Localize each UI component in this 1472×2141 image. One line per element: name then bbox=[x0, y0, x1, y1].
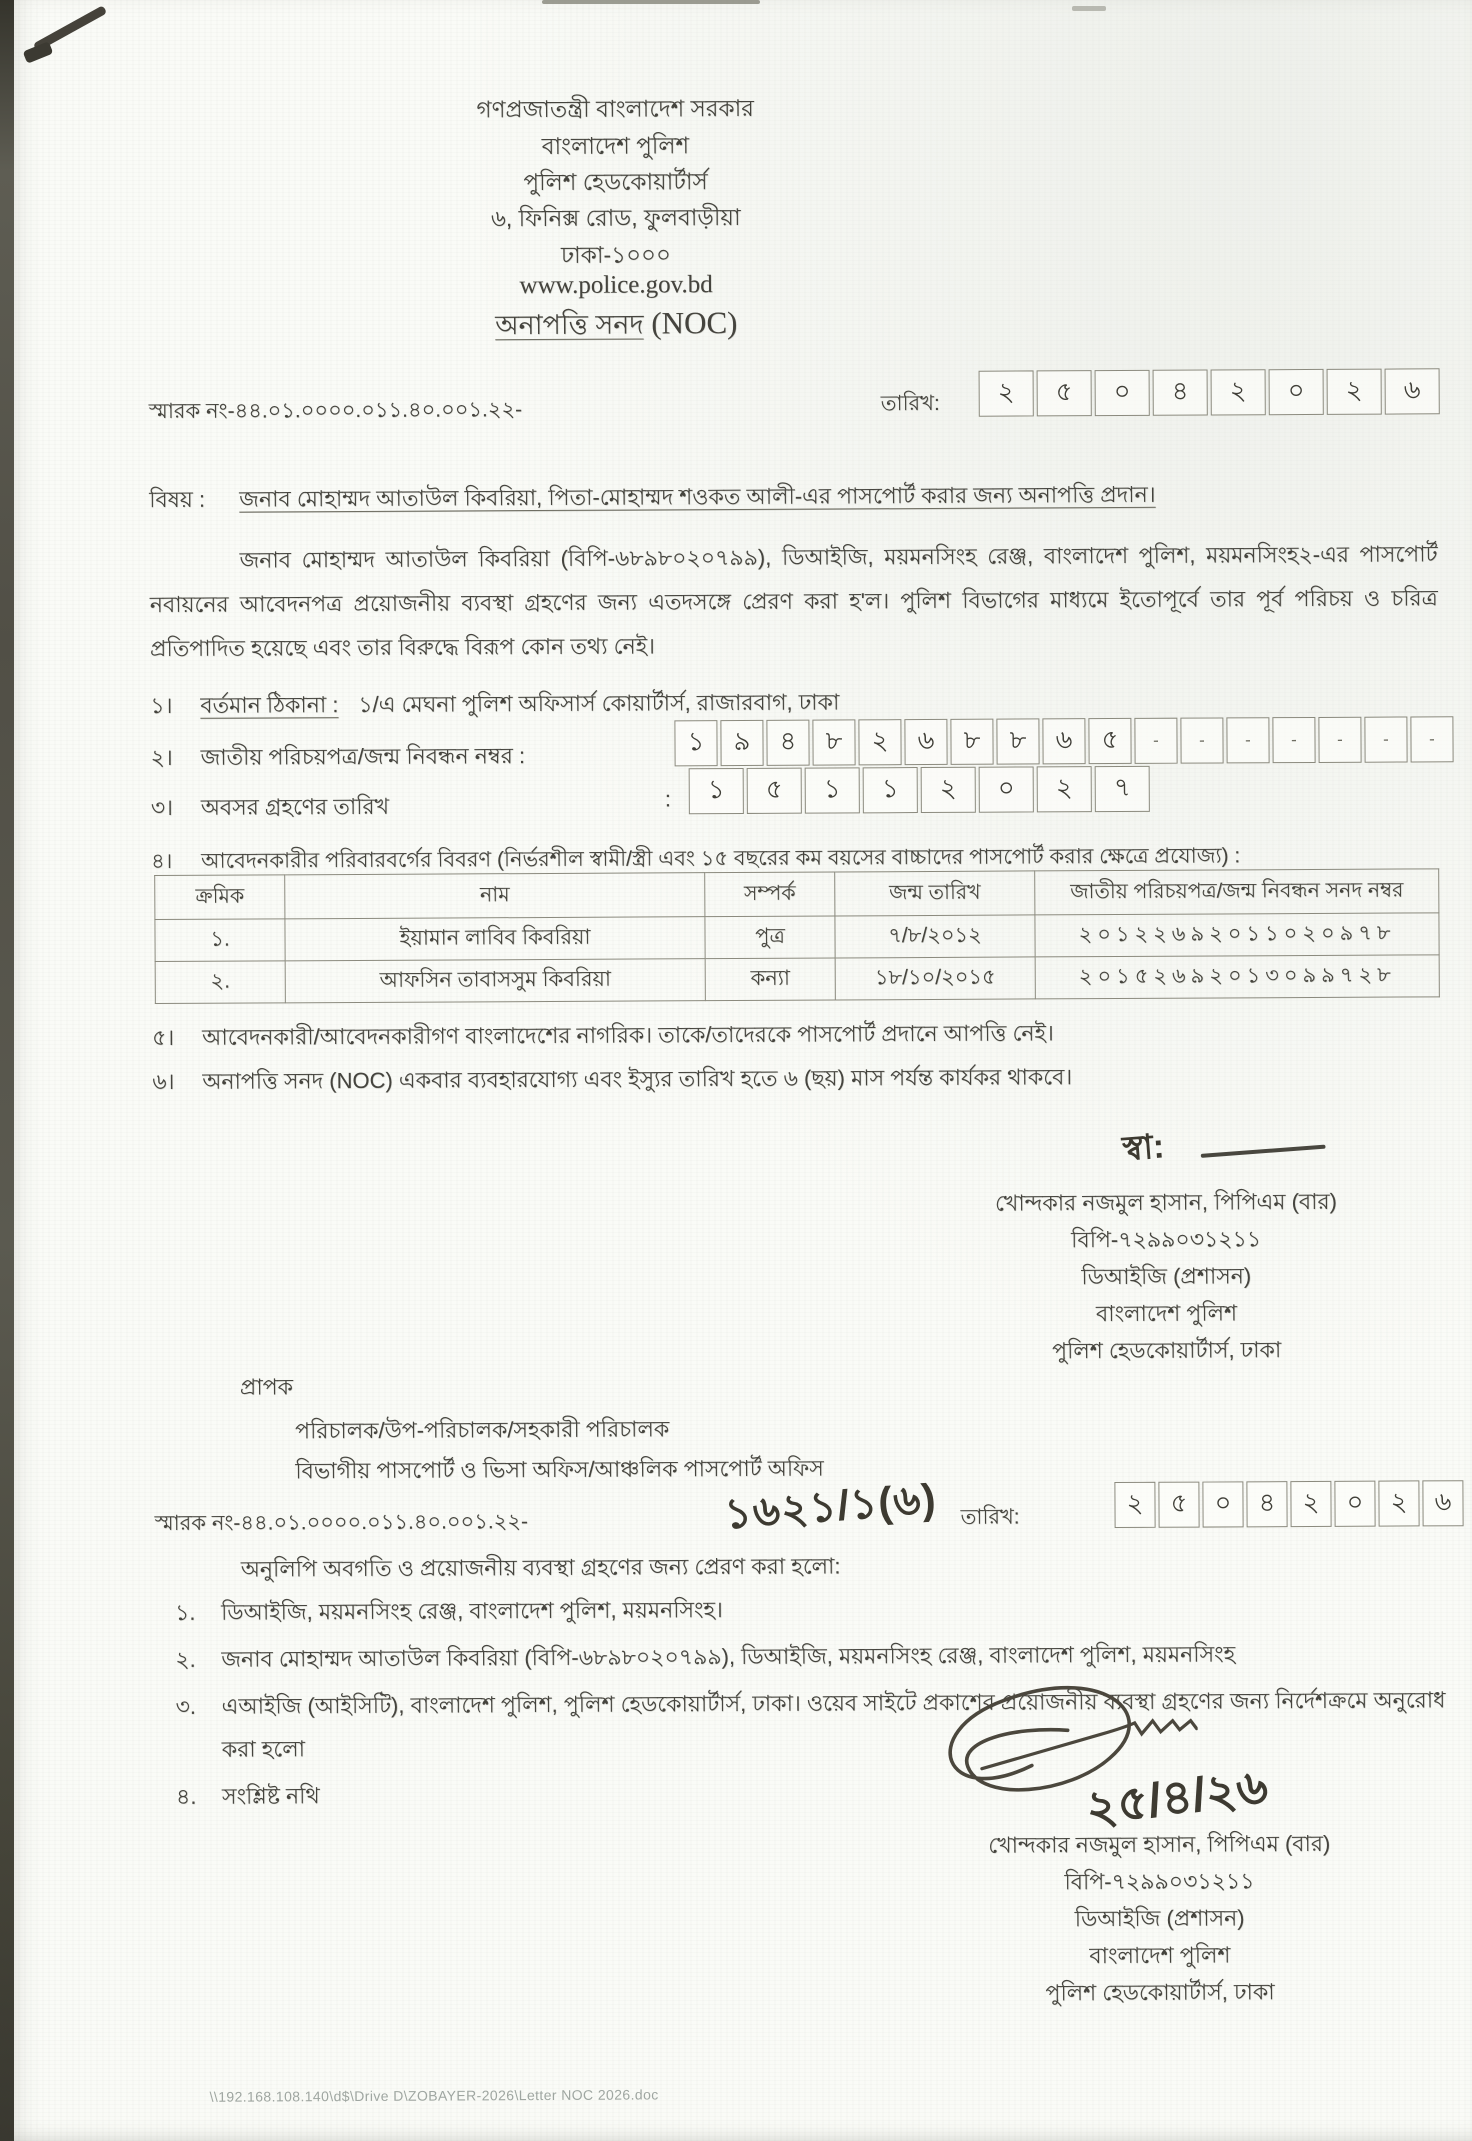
date-box: ২ bbox=[1378, 1480, 1419, 1526]
recipient-label: প্রাপক bbox=[239, 1374, 294, 1400]
date-box: ২ bbox=[1327, 369, 1382, 415]
doc-title-bengali: অনাপত্তি সনদ bbox=[495, 309, 644, 341]
item3-colon: : bbox=[664, 786, 671, 812]
signature-abbreviation: স্বা: bbox=[1121, 1127, 1166, 1169]
col-header-dob: জন্ম তারিখ bbox=[835, 871, 1035, 916]
list-item-text: ডিআইজি, ময়মনসিংহ রেঞ্জ, বাংলাদেশ পুলিশ, ময়মনসিংহ। bbox=[220, 1597, 723, 1625]
date-box: ০ bbox=[979, 766, 1034, 812]
signatory-name: খোন্দকার নজমুল হাসান, পিপিএম (বার) bbox=[988, 1830, 1331, 1858]
col-header-serial: ক্রমিক bbox=[155, 875, 285, 920]
date-box: ১ bbox=[689, 768, 744, 814]
date-box: ৫ bbox=[1037, 370, 1092, 416]
signatory-block-2 bbox=[924, 1831, 1395, 2018]
nid-box: ৮ bbox=[996, 718, 1039, 764]
nid-boxes bbox=[674, 716, 1453, 766]
nid-box-empty: - bbox=[1272, 717, 1315, 763]
doc-title bbox=[495, 304, 737, 350]
cell-relation: কন্যা bbox=[705, 958, 835, 1001]
date-box: ৭ bbox=[1095, 766, 1150, 812]
list-item-serial: ২. bbox=[175, 1646, 196, 1672]
item5-text: আবেদনকারী/আবেদনকারীগণ বাংলাদেশের নাগরিক। তাকে/তাদেরকে পাসপোর্ট প্রদানে আপত্তি নেই। bbox=[201, 1020, 1054, 1050]
date-box: ২ bbox=[1290, 1481, 1331, 1527]
copy-note: অনুলিপি অবগতি ও প্রয়োজনীয় ব্যবস্থা গ্রহণের জন্য প্রেরণ করা হলো: bbox=[240, 1553, 841, 1582]
letterhead-website: www.police.gov.bd bbox=[519, 271, 713, 300]
signatory-office: পুলিশ হেডকোয়ার্টার্স, ঢাকা bbox=[1052, 1337, 1282, 1364]
nid-box-empty: - bbox=[1318, 717, 1361, 763]
handwritten-date: ২৫/৪/২৬ bbox=[1083, 1760, 1271, 1837]
col-header-relation: সম্পর্ক bbox=[705, 872, 835, 917]
cell-name: ইয়ামান লাবিব কিবরিয়া bbox=[285, 917, 705, 961]
footer-file-path: \\192.168.108.140\d$\Drive D\ZOBAYER-2026\Letter NOC 2026.doc bbox=[209, 2086, 659, 2105]
date-box: ২ bbox=[1114, 1482, 1155, 1528]
item4-serial: ৪। bbox=[151, 849, 173, 874]
signatory-designation: ডিআইজি (প্রশাসন) bbox=[1074, 1905, 1245, 1932]
cell-serial: ২. bbox=[155, 961, 285, 1004]
letterhead-org: বাংলাদেশ পুলিশ bbox=[541, 132, 690, 160]
nid-box: ৮ bbox=[950, 719, 993, 765]
nid-box-empty: - bbox=[1226, 717, 1269, 763]
memo2-number: স্মারক নং-৪৪.০১.০০০০.০১১.৪০.০০১.২২- bbox=[154, 1510, 529, 1536]
date-box: ৪ bbox=[1246, 1481, 1287, 1527]
item3-title: অবসর গ্রহণের তারিখ bbox=[200, 793, 390, 820]
signatory-org: বাংলাদেশ পুলিশ bbox=[1095, 1300, 1238, 1327]
nid-box-empty: - bbox=[1364, 716, 1407, 762]
cell-dob: ৭/৮/২০১২ bbox=[835, 915, 1035, 958]
item6-serial: ৬। bbox=[152, 1068, 175, 1095]
subject-label: বিষয় : bbox=[149, 486, 206, 513]
memo-date-label: তারিখ: bbox=[880, 391, 940, 416]
nid-box: ৬ bbox=[904, 719, 947, 765]
item4-title: আবেদনকারীর পরিবারবর্গের বিবরণ (নির্ভরশীল স্বামী/স্ত্রী এবং ১৫ বছরের কম বয়সের বাচ্চাদের পাসপোর্ট করার ক্ষেত্রে প্রযোজ্য) : bbox=[201, 844, 1241, 873]
signatory-designation: ডিআইজি (প্রশাসন) bbox=[1081, 1263, 1252, 1290]
nid-box: ৯ bbox=[720, 720, 763, 766]
date-box: ০ bbox=[1269, 369, 1324, 415]
item1-value: ১/এ মেঘনা পুলিশ অফিসার্স কোয়ার্টার্স, রাজারবাগ, ঢাকা bbox=[358, 689, 840, 717]
nid-box: ৫ bbox=[1088, 718, 1131, 764]
list-item-serial: ১. bbox=[174, 1599, 196, 1625]
item3-serial: ৩। bbox=[150, 794, 174, 821]
signatory-bp-number: বিপি-৭২৯৯০৩১২১১ bbox=[1071, 1226, 1262, 1253]
list-item-serial: ৩. bbox=[175, 1693, 197, 1719]
col-header-name: নাম bbox=[285, 873, 705, 919]
nid-box-empty: - bbox=[1180, 717, 1223, 763]
letterhead-government: গণপ্রজাতন্ত্রী বাংলাদেশ সরকার bbox=[476, 94, 754, 123]
date-box: ২ bbox=[921, 767, 976, 813]
cell-nid: ২০১৫২৬৯২০১৩০৯৯৭২৮ bbox=[1035, 955, 1439, 999]
cell-dob: ১৮/১০/২০১৫ bbox=[835, 957, 1035, 1000]
signature-stroke bbox=[1201, 1145, 1326, 1158]
recipient-line1: পরিচালক/উপ-পরিচালক/সহকারী পরিচালক bbox=[295, 1416, 670, 1444]
date-box: ৬ bbox=[1422, 1480, 1463, 1526]
date-box: ২ bbox=[979, 370, 1034, 416]
cell-nid: ২০১২২৬৯২০১১০২০৯৭৮ bbox=[1035, 913, 1439, 957]
date-box: ১ bbox=[863, 767, 918, 813]
cell-name: আফসিন তাবাসসুম কিবরিয়া bbox=[285, 959, 705, 1003]
col-header-nid: জাতীয় পরিচয়পত্র/জন্ম নিবন্ধন সনদ নম্বর bbox=[1035, 869, 1439, 915]
list-item-text: এআইজি (আইসিটি), বাংলাদেশ পুলিশ, পুলিশ হেডকোয়ার্টার্স, ঢাকা। ওয়েব সাইটে প্রকাশের প্রয়োজনীয় ব্যবস্থা গ্রহণের জন্য নির্দেশক্রমে অনুরোধ করা হলো bbox=[221, 1687, 1446, 1762]
memo2-date-label: তারিখ: bbox=[960, 1505, 1020, 1529]
item1-serial: ১। bbox=[150, 692, 173, 719]
letterhead-address: ৬, ফিনিক্স রোড, ফুলবাড়ীয়া bbox=[490, 203, 741, 232]
signatory-org: বাংলাদেশ পুলিশ bbox=[1089, 1942, 1231, 1969]
item6-text: অনাপত্তি সনদ (NOC) একবার ব্যবহারযোগ্য এবং ইস্যুর তারিখ হতে ৬ (ছয়) মাস পর্যন্ত কার্যকর থাকবে। bbox=[202, 1064, 1073, 1094]
nid-box: ২ bbox=[858, 719, 901, 765]
date-box: ১ bbox=[805, 767, 860, 813]
recipient-line2: বিভাগীয় পাসপোর্ট ও ভিসা অফিস/আঞ্চলিক পাসপোর্ট অফিস bbox=[295, 1455, 824, 1484]
nid-box: ৬ bbox=[1042, 718, 1085, 764]
date-box: ০ bbox=[1095, 370, 1150, 416]
memo-date-boxes bbox=[979, 368, 1440, 416]
nid-box: ৪ bbox=[766, 720, 809, 766]
list-item-text: জনাব মোহাম্মদ আতাউল কিবরিয়া (বিপি-৬৮৯৮০২০৭৯৯), ডিআইজি, ময়মনসিংহ রেঞ্জ, বাংলাদেশ পুলিশ, ময়মনসিংহ bbox=[221, 1641, 1236, 1672]
list-item bbox=[171, 1584, 1449, 1634]
family-table bbox=[154, 868, 1440, 1004]
cell-serial: ১. bbox=[155, 919, 285, 962]
nid-box: ৮ bbox=[812, 719, 855, 765]
list-item-text: সংশ্লিষ্ট নথি bbox=[221, 1783, 320, 1809]
signatory-name: খোন্দকার নজমুল হাসান, পিপিএম (বার) bbox=[994, 1188, 1337, 1216]
item2-serial: ২। bbox=[150, 744, 173, 771]
date-box: ০ bbox=[1202, 1481, 1243, 1527]
item5-serial: ৫। bbox=[151, 1024, 175, 1051]
body-paragraph: জনাব মোহাম্মদ আতাউল কিবরিয়া (বিপি-৬৮৯৮০২০৭৯৯), ডিআইজি, ময়মনসিংহ রেঞ্জ, বাংলাদেশ পুলিশ, ময়মনসিংহ২-এর পাসপোর্ট নবায়নের আবেদনপত্র প্রয়োজনীয় ব্যবস্থা গ্রহণের জন্য এতদসঙ্গে প্রেরণ করা হ'ল। পুলিশ বিভাগের মাধ্যমে ইতোপূর্বে তার পূর্ব পরিচয় ও চরিত্র প্রতিপাদিত হয়েছে এবং তার বিরুদ্ধে বিরূপ কোন তথ্য নেই। bbox=[149, 541, 1438, 662]
memo2-date-boxes bbox=[1114, 1480, 1463, 1528]
memo-number: স্মারক নং-৪৪.০১.০০০০.০১১.৪০.০০১.২২- bbox=[148, 398, 523, 424]
doc-title-latin: (NOC) bbox=[643, 304, 738, 341]
list-item bbox=[171, 1631, 1449, 1681]
date-box: ০ bbox=[1334, 1481, 1375, 1527]
item2-title: জাতীয় পরিচয়পত্র/জন্ম নিবন্ধন নম্বর : bbox=[200, 743, 526, 770]
nid-box-empty: - bbox=[1410, 716, 1453, 762]
family-table-header-row bbox=[155, 869, 1439, 920]
retirement-date-boxes bbox=[689, 766, 1150, 814]
date-box: ৬ bbox=[1385, 368, 1440, 414]
list-item-serial: ৪. bbox=[175, 1783, 197, 1809]
signatory-bp-number: বিপি-৭২৯৯০৩১২১১ bbox=[1064, 1868, 1255, 1895]
item1-title: বর্তমান ঠিকানা : bbox=[200, 692, 339, 718]
signatory-office: পুলিশ হেডকোয়ার্টার্স, ঢাকা bbox=[1045, 1979, 1275, 2006]
date-box: ৫ bbox=[747, 768, 802, 814]
memo2-handwritten-serial: ১৬২১/১(৬) bbox=[722, 1474, 939, 1538]
table-row bbox=[155, 913, 1439, 962]
signatory-block bbox=[931, 1189, 1402, 1376]
date-box: ৫ bbox=[1158, 1482, 1199, 1528]
date-box: ৪ bbox=[1153, 370, 1208, 416]
date-box: ২ bbox=[1037, 766, 1092, 812]
cell-relation: পুত্র bbox=[705, 916, 835, 959]
date-box: ২ bbox=[1211, 369, 1266, 415]
letterhead-city: ঢাকা-১০০০ bbox=[560, 241, 671, 268]
nid-box: ১ bbox=[674, 720, 717, 766]
table-row bbox=[155, 955, 1439, 1004]
subject-text: জনাব মোহাম্মদ আতাউল কিবরিয়া, পিতা-মোহাম্মদ শওকত আলী-এর পাসপোর্ট করার জন্য অনাপত্তি প্রদান। bbox=[239, 481, 1156, 512]
nid-box-empty: - bbox=[1134, 718, 1177, 764]
letterhead-office: পুলিশ হেডকোয়ার্টার্স bbox=[523, 168, 708, 196]
